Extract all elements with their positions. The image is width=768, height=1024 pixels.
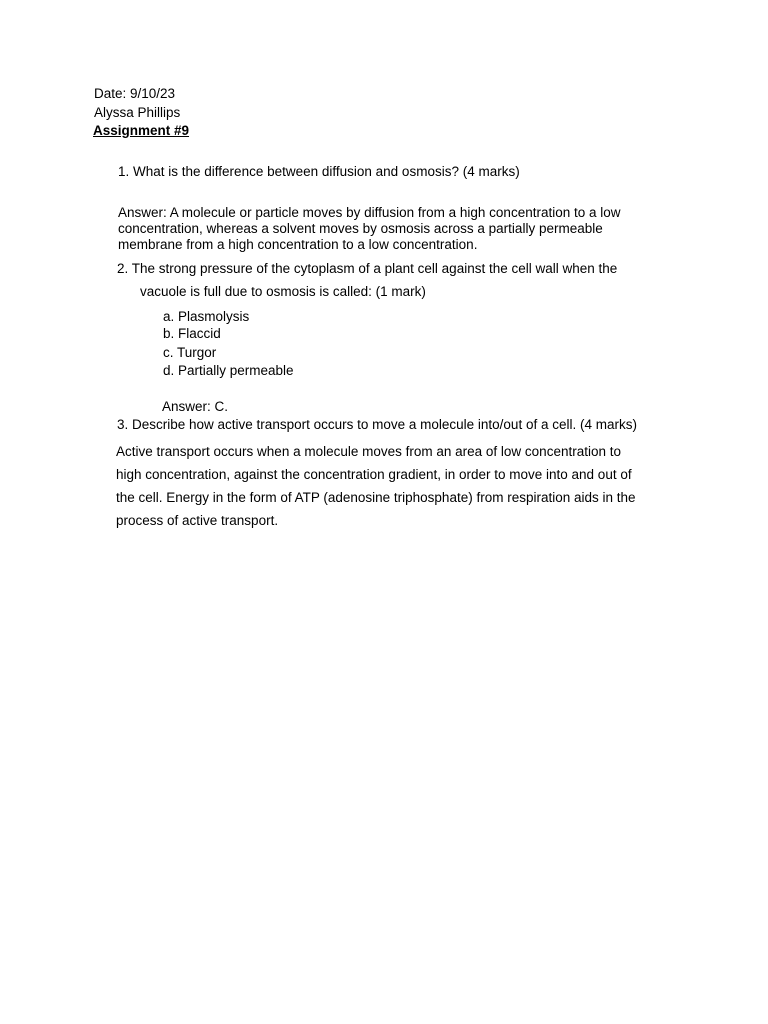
question-1-answer: Answer: A molecule or particle moves by diffusion from a high concentration to a low concentration, whereas a solvent moves by osmosis across a partially permeable membrane from a high concentration to a low concentration. <box>118 205 621 252</box>
question-1-prompt: 1. What is the difference between diffusion and osmosis? (4 marks) <box>118 164 520 179</box>
question-2-prompt-line-1: 2. The strong pressure of the cytoplasm of a plant cell against the cell wall when the <box>117 261 618 276</box>
date-line: Date: 9/10/23 <box>94 86 176 101</box>
assignment-title: Assignment #9 <box>93 123 190 138</box>
option-d: d. Partially permeable <box>163 363 294 378</box>
question-3-answer-line: the cell. Energy in the form of ATP (adenosine triphosphate) from respiration aids in the <box>116 490 636 505</box>
question-3-answer <box>116 440 672 532</box>
question-3-answer-line: high concentration, against the concentration gradient, in order to move into and out of <box>116 467 632 482</box>
question-3-prompt: 3. Describe how active transport occurs to move a molecule into/out of a cell. (4 marks) <box>117 417 637 432</box>
question-2-answer: Answer: C. <box>162 399 229 414</box>
author-name: Alyssa Phillips <box>94 105 181 120</box>
question-2-prompt-line-2: vacuole is full due to osmosis is called: (1 mark) <box>140 284 426 299</box>
option-a: a. Plasmolysis <box>163 309 250 324</box>
question-3-answer-line: process of active transport. <box>116 513 279 528</box>
option-b: b. Flaccid <box>163 326 221 341</box>
question-3-answer-line: Active transport occurs when a molecule moves from an area of low concentration to <box>116 444 621 459</box>
option-c: c. Turgor <box>163 345 217 360</box>
